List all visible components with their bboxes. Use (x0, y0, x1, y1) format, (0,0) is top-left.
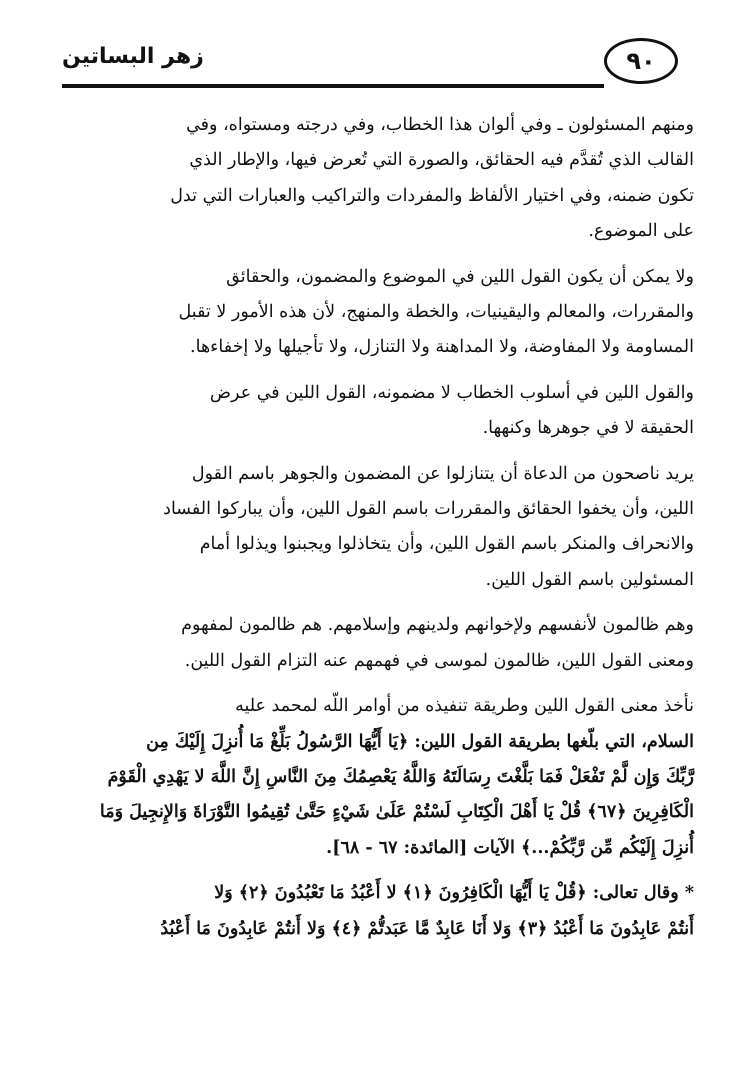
text-line: وهم ظالمون لأنفسهم ولإخوانهم ولدينهم وإسلامهم. هم ظالمون لمفهوم (181, 615, 694, 636)
text-line: والقول اللين في أسلوب الخطاب لا مضمونه، القول اللين في عرض (209, 382, 694, 403)
text-line: والانحراف والمنكر باسم القول اللين، وأن يتخاذلوا ويجبنوا ويذلوا أمام (199, 534, 694, 555)
text-line: المساومة ولا المفاوضة، ولا المداهنة ولا التنازل، ولا تأجيلها ولا إخفاءها. (190, 337, 694, 358)
paragraph-6 (62, 689, 694, 866)
quran-verse-line: أُنزِلَ إِلَيْكُم مِّن رَّبِّكُمْ...﴾ الآيات [المائدة: ٦٧ - ٦٨]. (326, 837, 694, 858)
quran-verse-line: * وقال تعالى: ﴿قُلْ يَا أَيُّهَا الْكَافِرُونَ ﴿١﴾ لا أَعْبُدُ مَا تَعْبُدُونَ ﴿٢﴾ وَلا (214, 883, 694, 904)
quran-verse-line: الْكَافِرِينَ ﴿٦٧﴾ قُلْ يَا أَهْلَ الْكِتَابِ لَسْتُمْ عَلَىٰ شَيْءٍ حَتَّىٰ تُقِيمُوا التَّوْرَاةَ وَالإِنجِيلَ وَمَا (99, 802, 694, 823)
text-line: الحقيقة لا في جوهرها وكنهها. (482, 418, 694, 439)
paragraph-2 (62, 260, 694, 366)
paragraph-5 (62, 608, 694, 679)
text-line: المسئولين باسم القول اللين. (485, 569, 694, 590)
paragraph-4 (62, 457, 694, 599)
text-line: ومعنى القول اللين، ظالمون لموسى في فهمهم عنه التزام القول اللين. (184, 650, 694, 671)
paragraph-1 (62, 108, 694, 250)
page-number: ٩٠ (604, 38, 678, 84)
text-line: والمقررات، والمعالم واليقينيات، والخطة والمنهج، لأن هذه الأمور لا تقبل (178, 302, 694, 323)
quran-verse-line: السلام، التي بلّغها بطريقة القول اللين: ﴿يَا أَيُّهَا الرَّسُولُ بَلِّغْ مَا أُنزِلَ إِلَيْكَ مِن (146, 731, 694, 752)
header-rule (62, 84, 604, 88)
text-line: على الموضوع. (588, 221, 694, 242)
text-line: ومنهم المسئولون ـ وفي ألوان هذا الخطاب، وفي درجته ومستواه، وفي (186, 115, 694, 135)
page-body (62, 108, 694, 957)
paragraph-7 (62, 876, 694, 947)
quran-verse-line: رَّبِّكَ وَإِن لَّمْ تَفْعَلْ فَمَا بَلَّغْتَ رِسَالَتَهُ وَاللَّهُ يَعْصِمُكَ مِنَ النَّاسِ إِنَّ اللَّهَ لا يَهْدِي الْقَوْمَ (107, 766, 694, 787)
text-line: القالب الذي تُقدَّم فيه الحقائق، والصورة التي تُعرض فيها، والإطار الذي (189, 150, 694, 171)
text-line: تكون ضمنه، وفي اختيار الألفاظ والمفردات والتراكيب والعبارات التي تدل (170, 185, 694, 206)
quran-verse-line: أَنتُمْ عَابِدُونَ مَا أَعْبُدُ ﴿٣﴾ وَلا أَنَا عَابِدٌ مَّا عَبَدتُّمْ ﴿٤﴾ وَلا أَنتُمْ عَابِدُونَ مَا أَعْبُدُ (160, 918, 694, 939)
text-line: يريد ناصحون من الدعاة أن يتنازلوا عن المضمون والجوهر باسم القول (191, 463, 694, 484)
page-header (62, 38, 684, 94)
text-line: ولا يمكن أن يكون القول اللين في الموضوع والمضمون، والحقائق (226, 266, 694, 287)
book-title: زهر البساتين (62, 44, 204, 69)
paragraph-3 (62, 376, 694, 447)
text-line: نأخذ معنى القول اللين وطريقة تنفيذه من أوامر اللّه لمحمد عليه (235, 696, 694, 717)
text-line: اللين، وأن يخفوا الحقائق والمقررات باسم القول اللين، وأن يباركوا الفساد (163, 499, 694, 520)
